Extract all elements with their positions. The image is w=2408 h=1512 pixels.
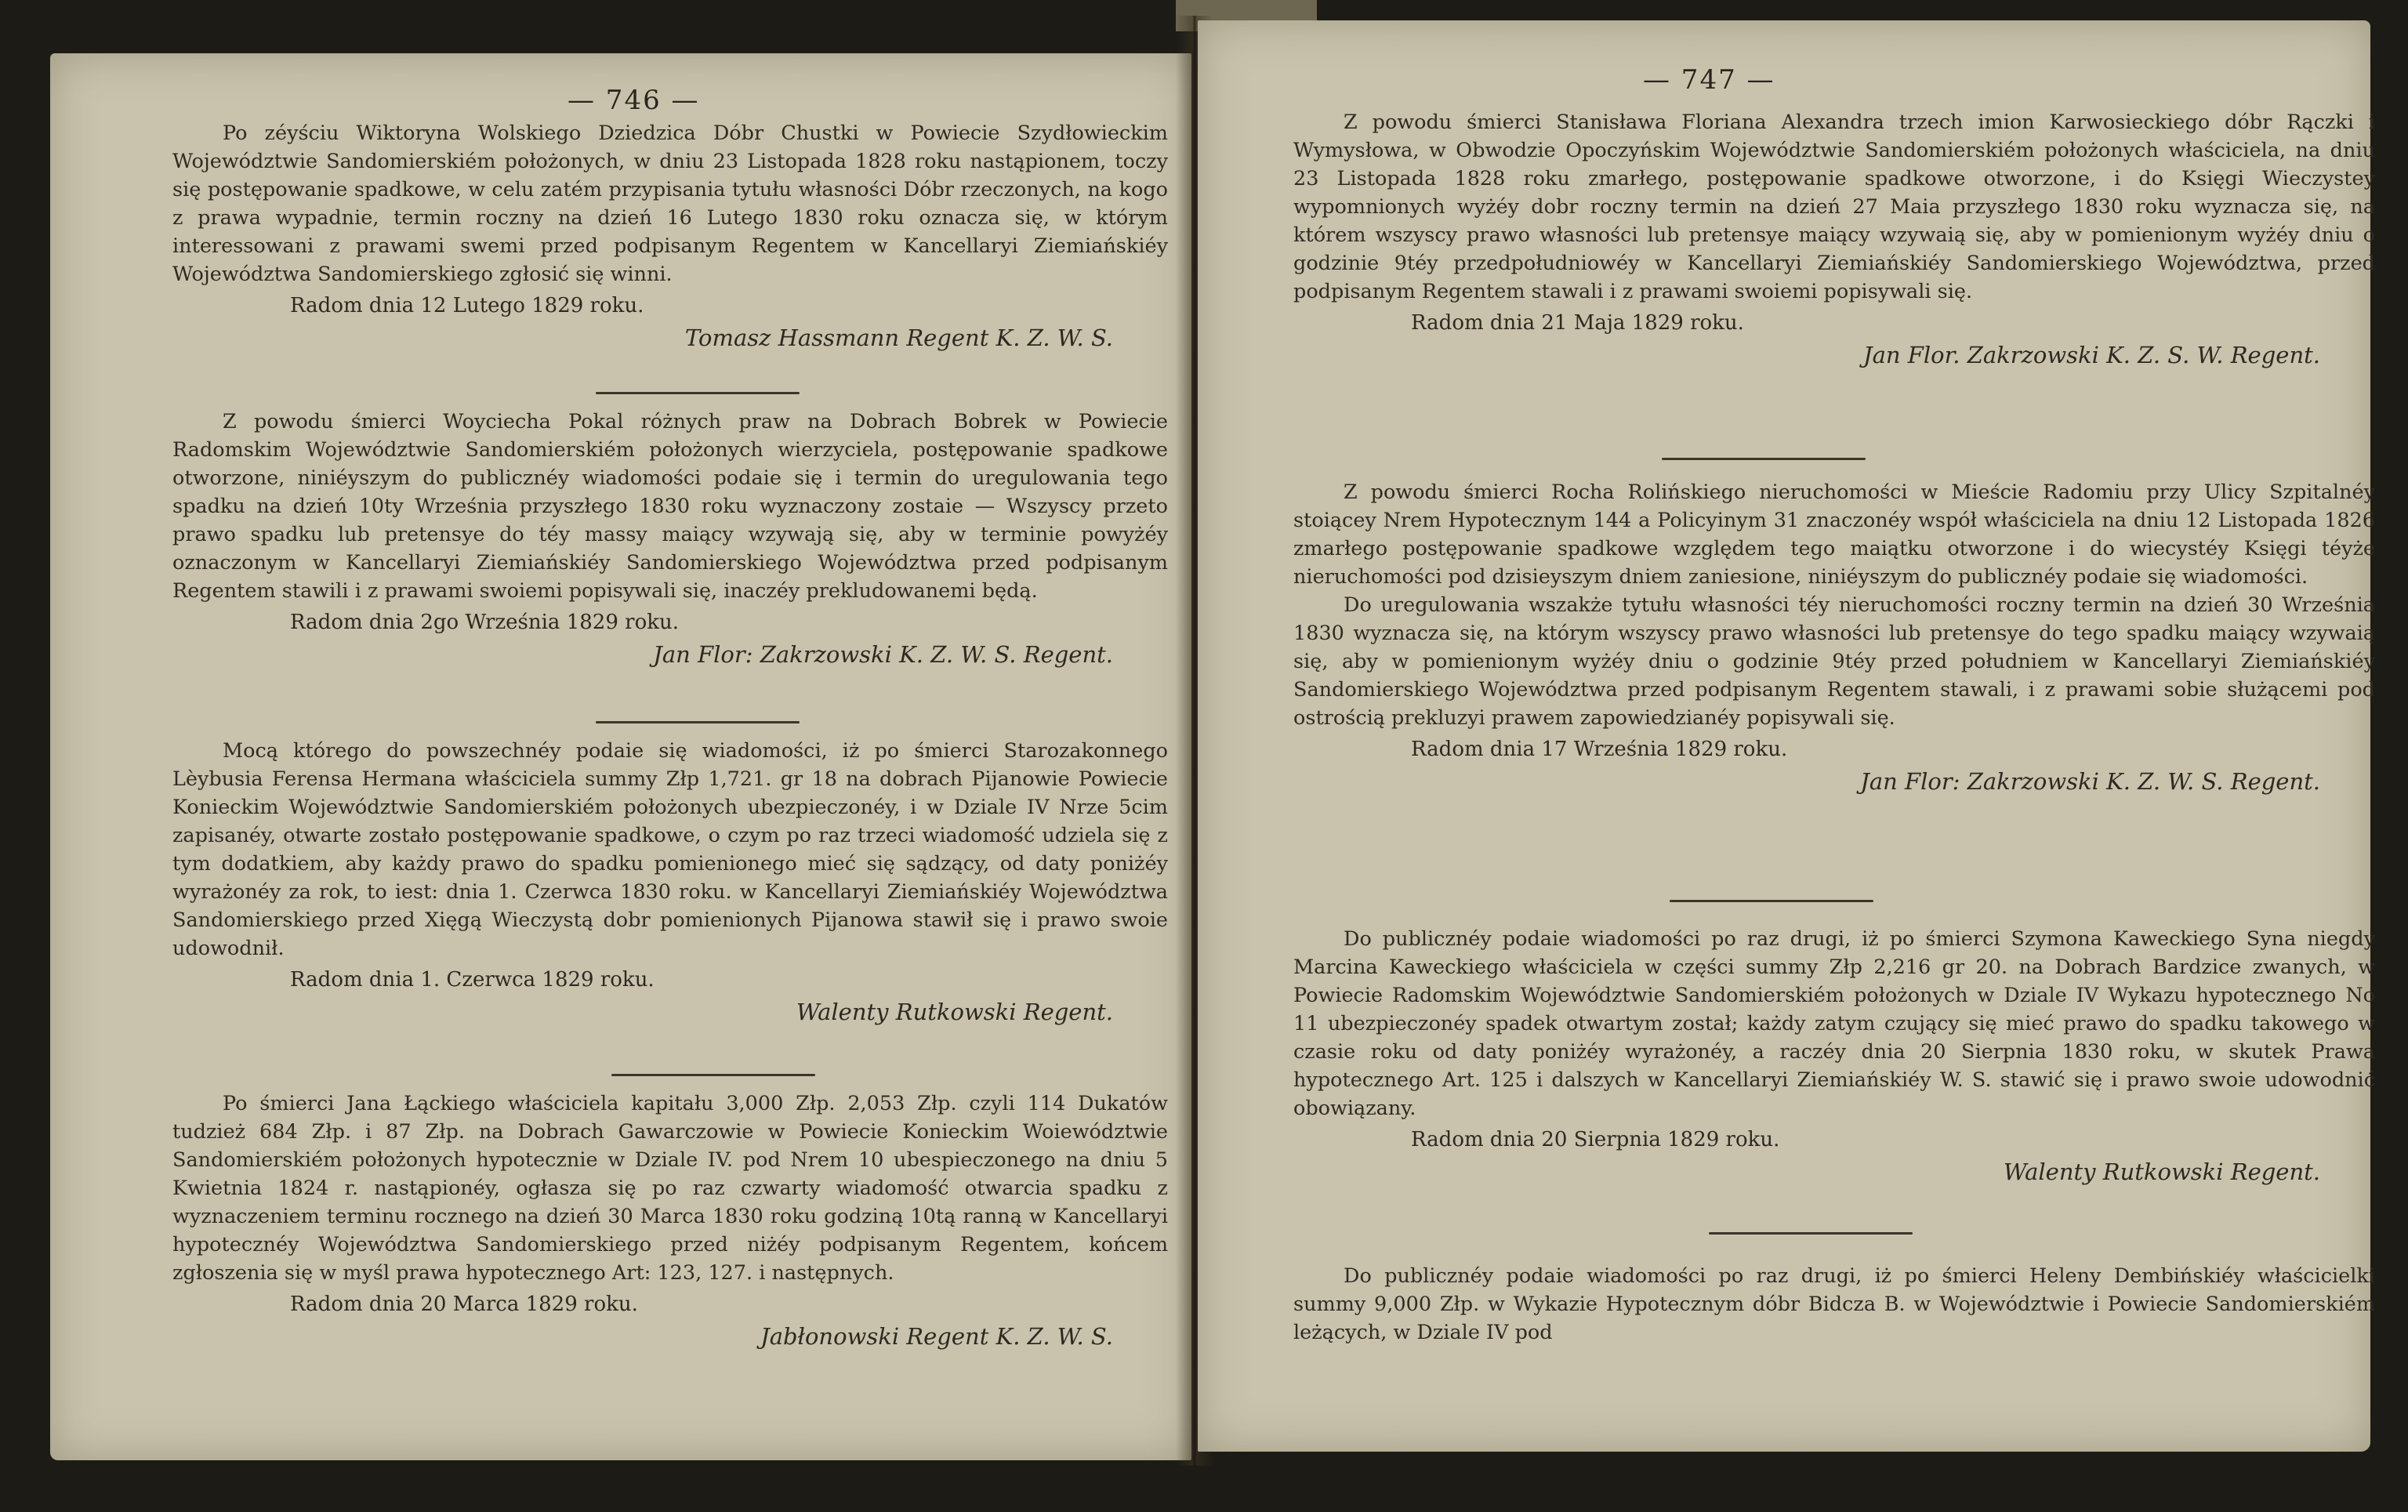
entry-signature: Tomasz Hassmann Regent K. Z. W. S. [684, 325, 1113, 351]
entry-date: Radom dnia 20 Sierpnia 1829 roku. [1411, 1128, 1780, 1151]
entry-signature: Jan Flor. Zakrzowski K. Z. S. W. Regent. [1862, 342, 2320, 368]
separator-line [1709, 1232, 1913, 1235]
left-entry-2 [172, 408, 1168, 671]
entry-text: Po śmierci Jana Łąckiego właściciela kapitału 3,000 Złp. 2,053 Złp. czyli 114 Dukatów tudzież 684 Złp. i 87 Złp. na Dobrach Gawarczowie w Powiecie Konieckim Woiewództwie Sandomierskiém położonych hypotecznie w Dziale IV. pod Nrem 10 ubespieczonego na dniu 5 Kwietnia 1824 r. nastąpionéy, ogłasza się po raz czwarty wiadomość otwarcia spadku z wyznaczeniem terminu rocznego na dzień 30 Marca 1830 roku godziną 10tą ranną w Kancellaryi hypotecznéy Województwa Sandomierskiego przed niżéy podpisanym Regentem, końcem zgłoszenia się w myśl prawa hypotecznego Art: 123, 127. i następnych. [172, 1092, 1168, 1285]
entry-signature: Walenty Rutkowski Regent. [2003, 1158, 2320, 1185]
right-entry-1 [1293, 108, 2375, 372]
separator-line [1662, 458, 1866, 460]
left-entry-3 [172, 737, 1168, 1028]
entry-date: Radom dnia 20 Marca 1829 roku. [290, 1293, 638, 1316]
left-entry-1 [172, 119, 1168, 354]
entry-text: Do publicznéy podaie wiadomości po raz drugi, iż po śmierci Heleny Dembińskiéy właścicielki summy 9,000 Złp. w Wykazie Hypotecznym dóbr Bidcza B. w Województwie i Powiecie Sandomierskiém leżących, w Dziale IV pod [1293, 1264, 2375, 1344]
entry-text: Z powodu śmierci Woyciecha Pokal różnych praw na Dobrach Bobrek w Powiecie Radomskim Województwie Sandomierskiém położonych wierzyciela, postępowanie spadkowe otworzone, niniéyszym do publicznéy wiadomości podaie się i termin do uregulowania tego spadku na dzień 10ty Września przyszłego 1830 roku wyznaczony zostaie — Wszyscy przeto prawo spadku lub pretensye do téy massy maiący wzywają się, aby w terminie powyżéy oznaczonym w Kancellaryi Ziemiańskiéy Sandomierskiego Województwa przed podpisanym Regentem stawili i z prawami swoiemi popisywali się, inaczéy prekludowanemi będą. [172, 410, 1168, 603]
right-entry-3 [1293, 925, 2375, 1188]
right-page-number: — 747 — [1643, 64, 1775, 96]
entry-signature: Jabłonowski Regent K. Z. W. S. [760, 1323, 1113, 1350]
separator-line [596, 721, 800, 723]
separator-line [596, 392, 800, 394]
entry-date: Radom dnia 1. Czerwca 1829 roku. [290, 968, 655, 992]
left-page-number: — 746 — [568, 85, 700, 116]
entry-date: Radom dnia 12 Lutego 1829 roku. [290, 294, 644, 317]
entry-date: Radom dnia 21 Maja 1829 roku. [1411, 311, 1744, 335]
right-entry-4 [1293, 1262, 2375, 1347]
entry-date: Radom dnia 2go Września 1829 roku. [290, 611, 679, 634]
separator-line [1670, 900, 1873, 902]
entry-text: Do publicznéy podaie wiadomości po raz drugi, iż po śmierci Szymona Kaweckiego Syna niegdy Marcina Kaweckiego właściciela w części summy Złp 2,216 gr 20. na Dobrach Bardzice zwanych, w Powiecie Radomskim Województwie Sandomierskiém położonych w Dziale IV Wykazu hypotecznego No 11 ubezpieczonéy spadek otwartym został; każdy zatym czujący się mieć prawo do spadku takowego w czasie roku od daty poniżéy wyrażonéy, a raczéy dnia 20 Sierpnia 1830 roku, w skutek Prawa hypotecznego Art. 125 i dalszych w Kancellaryi Ziemiańskiéy W. S. stawić się i prawo swoie udowodnić obowiązany. [1293, 927, 2375, 1120]
entry-text: Mocą którego do powszechnéy podaie się wiadomości, iż po śmierci Starozakonnego Lèybusia Ferensa Hermana właściciela summy Złp 1,721. gr 18 na dobrach Pijanowie Powiecie Konieckim Województwie Sandomierskiém położonych ubezpieczonéy, i w Dziale IV Nrze 5cim zapisanéy, otwarte zostało postępowanie spadkowe, o czym po raz trzeci wiadomość udziela się z tym dodatkiem, aby każdy prawo do spadku pomienionego mieć się sądzący, od daty poniżéy wyrażonéy za rok, to iest: dnia 1. Czerwca 1830 roku. w Kancellaryi Ziemiańskiéy Województwa Sandomierskiego przed Xięgą Wieczystą dobr pomienionych Pijanowa stawił się i prawo swoie udowodnił. [172, 739, 1168, 960]
entry-text: Po zéyściu Wiktoryna Wolskiego Dziedzica Dóbr Chustki w Powiecie Szydłowieckim Województwie Sandomierskiém położonych, w dniu 23 Listopada 1828 roku nastąpionem, toczy się postępowanie spadkowe, w celu zatém przypisania tytułu własności Dóbr rzeczonych, na kogo z prawa wypadnie, termin roczny na dzień 16 Lutego 1830 roku oznacza się, w którym interessowani z prawami swemi przed podpisanym Regentem w Kancellaryi Ziemiańskiéy Województwa Sandomierskiego zgłosić się winni. [172, 121, 1168, 286]
entry-signature: Walenty Rutkowski Regent. [796, 999, 1113, 1025]
entry-signature: Jan Flor: Zakrzowski K. Z. W. S. Regent. [653, 641, 1113, 668]
right-entry-2 [1293, 478, 2375, 798]
entry-text: Z powodu śmierci Rocha Rolińskiego nieruchomości w Mieście Radomiu przy Ulicy Szpitalnéy stoiącey Nrem Hypotecznym 144 a Policyinym 31 znaczonéy współ właściciela na dniu 12 Listopada 1826 zmarłego postępowanie spadkowe względem tego maiątku otworzone i do wiecystéy Księgi téyże nieruchomości pod dzisieyszym dniem zaniesione, niniéyszym do publicznéy podaie się wiadomości. [1293, 480, 2375, 589]
entry-text-continued: Do uregulowania wszakże tytułu własności téy nieruchomości roczny termin na dzień 30 Września 1830 wyznacza się, na którym wszyscy prawo własności lub pretensye do tego spadku maiący wzywaią się, aby w pomienionym wyżéy dniu o godzinie 9téy przed południem w Kancellaryi Ziemiańskiéy Sandomierskiego Województwa przed podpisanym Regentem stawali, i z prawami sobie służącemi pod ostrością prekluzyi prawem zapowiedzianéy popisywali się. [1293, 593, 2375, 730]
entry-text: Z powodu śmierci Stanisława Floriana Alexandra trzech imion Karwosieckiego dóbr Rączki i Wymysłowa, w Obwodzie Opoczyńskim Województwie Sandomierskiém położonych właściciela, na dniu 23 Listopada 1828 roku zmarłego, postępowanie spadkowe otworzone, i do Księgi Wieczystey wypomnionych wyżéy dobr roczny termin na dzień 27 Maia przyszłego 1830 roku wyznacza się, na którem wszyscy prawo własności lub pretensye maiący wzywaią się, aby w pomienionym wyżéy dniu o godzinie 9téy przedpołudniowéy w Kancellaryi Ziemiańskiéy Sandomierskiego Województwa, przed podpisanym Regentem stawali i z prawami swoiemi popisywali się. [1293, 111, 2375, 303]
left-entry-4 [172, 1090, 1168, 1353]
entry-date: Radom dnia 17 Września 1829 roku. [1411, 738, 1788, 761]
entry-signature: Jan Flor: Zakrzowski K. Z. W. S. Regent. [1860, 768, 2320, 795]
separator-line [611, 1074, 815, 1076]
